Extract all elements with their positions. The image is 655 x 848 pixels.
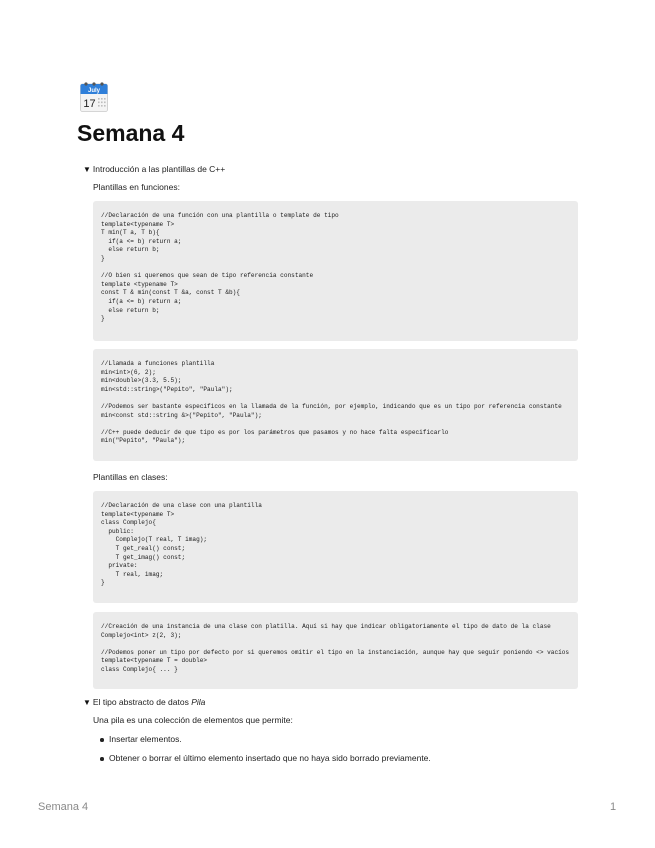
bullet-icon (100, 738, 104, 742)
calendar-day: 17 (83, 98, 96, 110)
triangle-down-icon[interactable]: ▼ (83, 698, 91, 707)
code-line: //Podemos poner un tipo por defecto por si queremos omitir el tipo en la instanciación, aunque hay que seguir poniendo <> vacíos (101, 648, 570, 656)
code-line: } (101, 315, 105, 323)
code-line: T real, imag; (101, 570, 164, 578)
calendar-month: July (87, 88, 101, 94)
code-line: //Llamada a funciones plantilla (101, 360, 215, 367)
code-block (93, 349, 578, 461)
code-line: //Declaración de una función con una plantilla o template de tipo (101, 212, 339, 219)
list-item-text: Insertar elementos. (109, 734, 182, 744)
code-line: if(a <= b) return a; (101, 297, 182, 305)
page-title: Semana 4 (77, 120, 185, 146)
code-block (93, 491, 578, 603)
code-line: const T & min(const T &a, const T &b){ (101, 289, 240, 297)
code-line: T get_real() const; (101, 544, 186, 552)
code-line: template<typename T> (101, 220, 175, 228)
code-line: T min(T a, T b){ (101, 229, 160, 237)
toggle-plantillas[interactable] (83, 164, 225, 175)
code-line: } (101, 579, 105, 587)
code-line: template<typename T> (101, 510, 175, 518)
code-line: public: (101, 527, 134, 535)
code-line: Complejo(T real, T imag); (101, 536, 208, 544)
code-line: if(a <= b) return a; (101, 237, 182, 245)
list-item (100, 753, 431, 764)
code-line (101, 394, 570, 403)
subheading-funciones: Plantillas en funciones: (93, 182, 180, 192)
toggle-pila[interactable] (83, 697, 205, 708)
code-line: class Complejo{ ... } (101, 665, 178, 673)
code-line: else return b; (101, 306, 160, 314)
code-line: min<int>(6, 2); (101, 368, 156, 376)
code-line: //Creación de una instancia de una clase con platilla. Aquí si hay que indicar obligatoriamente el tipo de dato de la clase (101, 623, 551, 630)
code-line: min<const std::string &>("Pepito", "Paula"); (101, 411, 262, 419)
list-item-text: Obtener o borrar el último elemento insertado que no haya sido borrado previamente. (109, 753, 431, 763)
toggle-label: El tipo abstracto de datos (92, 697, 192, 707)
triangle-down-icon[interactable]: ▼ (83, 165, 91, 174)
code-line: T get_imag() const; (101, 553, 186, 561)
page-number: 1 (610, 801, 617, 813)
code-line: else return b; (101, 246, 160, 254)
code-line: min<double>(3.3, 5.5); (101, 377, 182, 385)
list-item (100, 734, 431, 745)
code-line: } (101, 254, 105, 262)
code-line: template <typename T> (101, 280, 178, 288)
toggle-label-italic: Pila (191, 697, 206, 707)
code-line: min<std::string>("Pepito", "Paula"); (101, 385, 233, 393)
toggle-label: Introducción a las plantillas de C++ (92, 164, 226, 174)
paragraph-intro: Una pila es una colección de elementos que permite: (93, 715, 293, 725)
code-line: //Declaración de una clase con una plantilla (101, 502, 262, 509)
code-block (93, 612, 578, 689)
code-line (101, 264, 570, 273)
bullet-icon (100, 757, 104, 761)
subheading-clases: Plantillas en clases: (93, 472, 168, 482)
code-line: Complejo<int> z(2, 3); (101, 631, 182, 639)
calendar-icon (80, 81, 108, 112)
code-line (101, 420, 570, 429)
code-line (101, 640, 570, 649)
code-line: //C++ puede deducir de que tipo es por los parámetros que pasamos y no hace falta especificarlo (101, 428, 449, 436)
code-line: template<typename T = double> (101, 657, 208, 665)
code-block (93, 201, 578, 341)
code-line: //O bien si queremos que sean de tipo referencia constante (101, 272, 314, 280)
footer-title: Semana 4 (38, 801, 89, 813)
code-line: min("Pepito", "Paula"); (101, 437, 186, 445)
code-line: private: (101, 562, 138, 570)
bullet-list (100, 734, 431, 772)
code-line: //Podemos ser bastante específicos en la llamada de la función, por ejemplo, indicando que es un tipo por referencia constante (101, 402, 562, 410)
code-line: class Complejo{ (101, 519, 156, 527)
